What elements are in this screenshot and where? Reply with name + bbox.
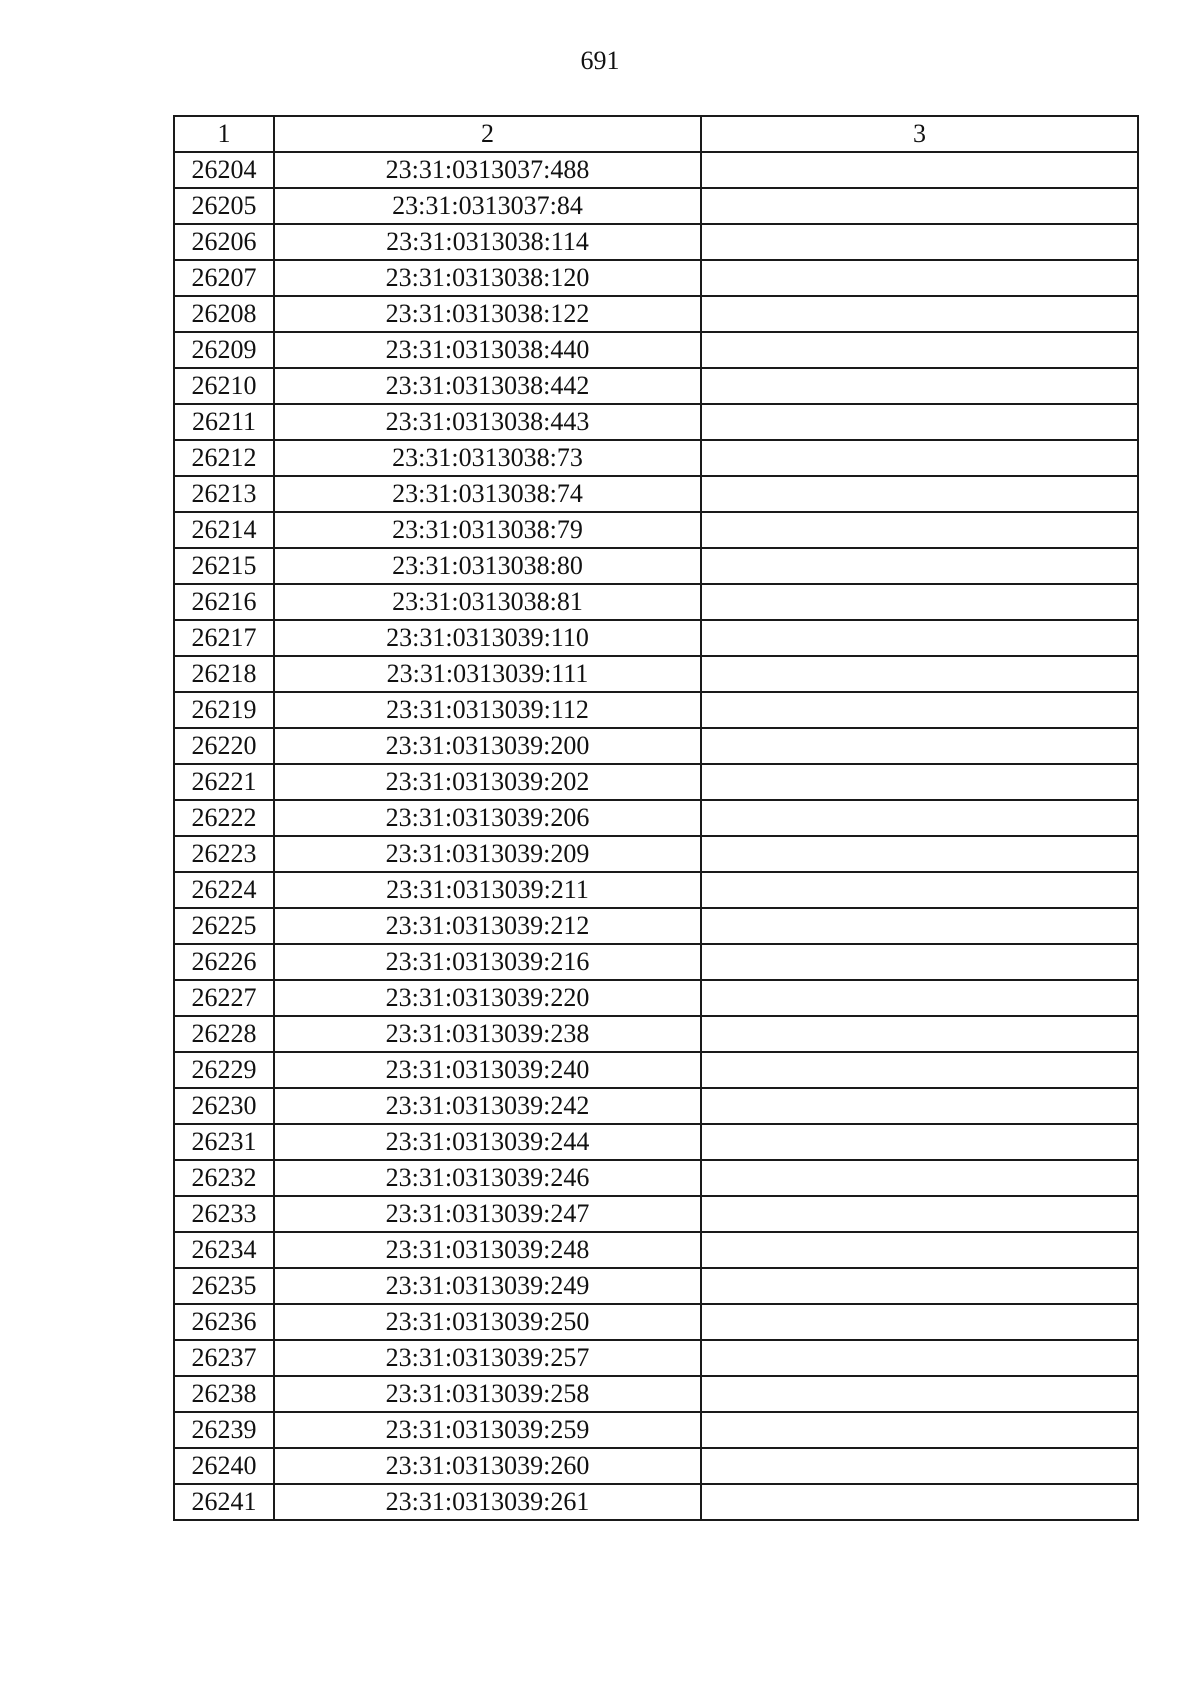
cadastral-number-cell: 23:31:0313039:209 — [274, 836, 701, 872]
note-cell — [701, 1376, 1138, 1412]
table-header-row — [174, 116, 1138, 152]
note-cell — [701, 332, 1138, 368]
note-cell — [701, 1124, 1138, 1160]
cadastral-number-cell: 23:31:0313038:79 — [274, 512, 701, 548]
cadastral-number-cell: 23:31:0313038:440 — [274, 332, 701, 368]
cadastral-number-cell: 23:31:0313039:212 — [274, 908, 701, 944]
row-number-cell: 26205 — [174, 188, 274, 224]
table-row — [174, 1412, 1138, 1448]
note-cell — [701, 944, 1138, 980]
cadastral-number-cell: 23:31:0313038:120 — [274, 260, 701, 296]
note-cell — [701, 1412, 1138, 1448]
cadastral-number-cell: 23:31:0313039:246 — [274, 1160, 701, 1196]
table-row — [174, 152, 1138, 188]
row-number-cell: 26211 — [174, 404, 274, 440]
cadastral-number-cell: 23:31:0313038:81 — [274, 584, 701, 620]
row-number-cell: 26236 — [174, 1304, 274, 1340]
table-row — [174, 1160, 1138, 1196]
cadastral-number-cell: 23:31:0313039:206 — [274, 800, 701, 836]
table-row — [174, 188, 1138, 224]
table-row — [174, 1052, 1138, 1088]
table-row — [174, 512, 1138, 548]
table-row — [174, 1232, 1138, 1268]
cadastral-number-cell: 23:31:0313039:259 — [274, 1412, 701, 1448]
note-cell — [701, 1448, 1138, 1484]
note-cell — [701, 980, 1138, 1016]
cadastral-number-cell: 23:31:0313039:112 — [274, 692, 701, 728]
row-number-cell: 26228 — [174, 1016, 274, 1052]
row-number-cell: 26241 — [174, 1484, 274, 1520]
row-number-cell: 26237 — [174, 1340, 274, 1376]
table-row — [174, 332, 1138, 368]
row-number-cell: 26230 — [174, 1088, 274, 1124]
note-cell — [701, 1088, 1138, 1124]
row-number-cell: 26216 — [174, 584, 274, 620]
table-row — [174, 440, 1138, 476]
note-cell — [701, 800, 1138, 836]
row-number-cell: 26232 — [174, 1160, 274, 1196]
note-cell — [701, 1304, 1138, 1340]
cadastral-number-cell: 23:31:0313039:258 — [274, 1376, 701, 1412]
cadastral-number-cell: 23:31:0313039:211 — [274, 872, 701, 908]
cadastral-number-cell: 23:31:0313039:220 — [274, 980, 701, 1016]
table-row — [174, 1304, 1138, 1340]
column-header-2: 2 — [274, 116, 701, 152]
row-number-cell: 26214 — [174, 512, 274, 548]
row-number-cell: 26209 — [174, 332, 274, 368]
note-cell — [701, 152, 1138, 188]
table-row — [174, 368, 1138, 404]
table-row — [174, 1376, 1138, 1412]
cadastral-number-cell: 23:31:0313039:249 — [274, 1268, 701, 1304]
table-row — [174, 224, 1138, 260]
note-cell — [701, 764, 1138, 800]
note-cell — [701, 692, 1138, 728]
cadastral-number-cell: 23:31:0313039:257 — [274, 1340, 701, 1376]
note-cell — [701, 1052, 1138, 1088]
table-row — [174, 800, 1138, 836]
table-row — [174, 260, 1138, 296]
row-number-cell: 26238 — [174, 1376, 274, 1412]
table-row — [174, 476, 1138, 512]
note-cell — [701, 1232, 1138, 1268]
cadastral-number-cell: 23:31:0313039:260 — [274, 1448, 701, 1484]
cadastral-number-cell: 23:31:0313038:114 — [274, 224, 701, 260]
table-row — [174, 692, 1138, 728]
table-row — [174, 908, 1138, 944]
row-number-cell: 26224 — [174, 872, 274, 908]
note-cell — [701, 872, 1138, 908]
cadastral-number-cell: 23:31:0313037:488 — [274, 152, 701, 188]
row-number-cell: 26227 — [174, 980, 274, 1016]
cadastral-number-cell: 23:31:0313039:240 — [274, 1052, 701, 1088]
table-row — [174, 1016, 1138, 1052]
row-number-cell: 26208 — [174, 296, 274, 332]
row-number-cell: 26225 — [174, 908, 274, 944]
cadastral-number-cell: 23:31:0313039:216 — [274, 944, 701, 980]
note-cell — [701, 296, 1138, 332]
cadastral-number-cell: 23:31:0313038:122 — [274, 296, 701, 332]
table-row — [174, 1268, 1138, 1304]
table-row — [174, 1484, 1138, 1520]
cadastral-number-cell: 23:31:0313039:250 — [274, 1304, 701, 1340]
table-row — [174, 548, 1138, 584]
row-number-cell: 26231 — [174, 1124, 274, 1160]
table-row — [174, 1088, 1138, 1124]
cadastral-number-cell: 23:31:0313039:248 — [274, 1232, 701, 1268]
cadastral-number-cell: 23:31:0313039:247 — [274, 1196, 701, 1232]
table-row — [174, 404, 1138, 440]
row-number-cell: 26233 — [174, 1196, 274, 1232]
table-row — [174, 836, 1138, 872]
note-cell — [701, 728, 1138, 764]
row-number-cell: 26221 — [174, 764, 274, 800]
row-number-cell: 26204 — [174, 152, 274, 188]
row-number-cell: 26226 — [174, 944, 274, 980]
cadastral-number-cell: 23:31:0313039:242 — [274, 1088, 701, 1124]
row-number-cell: 26223 — [174, 836, 274, 872]
column-header-3: 3 — [701, 116, 1138, 152]
row-number-cell: 26213 — [174, 476, 274, 512]
table-body — [174, 152, 1138, 1520]
row-number-cell: 26219 — [174, 692, 274, 728]
note-cell — [701, 1196, 1138, 1232]
table-row — [174, 620, 1138, 656]
table-row — [174, 1196, 1138, 1232]
note-cell — [701, 656, 1138, 692]
cadastral-number-cell: 23:31:0313038:442 — [274, 368, 701, 404]
row-number-cell: 26210 — [174, 368, 274, 404]
note-cell — [701, 476, 1138, 512]
note-cell — [701, 1160, 1138, 1196]
note-cell — [701, 1268, 1138, 1304]
cadastral-number-cell: 23:31:0313039:202 — [274, 764, 701, 800]
note-cell — [701, 1016, 1138, 1052]
table-row — [174, 944, 1138, 980]
table-row — [174, 1448, 1138, 1484]
cadastral-number-cell: 23:31:0313039:111 — [274, 656, 701, 692]
note-cell — [701, 368, 1138, 404]
table-row — [174, 584, 1138, 620]
table-row — [174, 1124, 1138, 1160]
row-number-cell: 26207 — [174, 260, 274, 296]
table-row — [174, 656, 1138, 692]
row-number-cell: 26206 — [174, 224, 274, 260]
row-number-cell: 26235 — [174, 1268, 274, 1304]
table-row — [174, 980, 1138, 1016]
note-cell — [701, 188, 1138, 224]
row-number-cell: 26222 — [174, 800, 274, 836]
row-number-cell: 26229 — [174, 1052, 274, 1088]
note-cell — [701, 404, 1138, 440]
note-cell — [701, 224, 1138, 260]
cadastral-number-cell: 23:31:0313038:443 — [274, 404, 701, 440]
note-cell — [701, 512, 1138, 548]
row-number-cell: 26217 — [174, 620, 274, 656]
cadastral-number-cell: 23:31:0313039:261 — [274, 1484, 701, 1520]
row-number-cell: 26234 — [174, 1232, 274, 1268]
row-number-cell: 26220 — [174, 728, 274, 764]
cadastral-table — [173, 115, 1139, 1521]
table-row — [174, 764, 1138, 800]
cadastral-number-cell: 23:31:0313039:200 — [274, 728, 701, 764]
row-number-cell: 26240 — [174, 1448, 274, 1484]
page-number: 691 — [580, 46, 620, 75]
note-cell — [701, 1340, 1138, 1376]
row-number-cell: 26215 — [174, 548, 274, 584]
cadastral-number-cell: 23:31:0313039:238 — [274, 1016, 701, 1052]
table-row — [174, 872, 1138, 908]
note-cell — [701, 620, 1138, 656]
cadastral-number-cell: 23:31:0313038:74 — [274, 476, 701, 512]
table-row — [174, 1340, 1138, 1376]
note-cell — [701, 584, 1138, 620]
note-cell — [701, 440, 1138, 476]
note-cell — [701, 548, 1138, 584]
note-cell — [701, 836, 1138, 872]
note-cell — [701, 260, 1138, 296]
row-number-cell: 26239 — [174, 1412, 274, 1448]
cadastral-number-cell: 23:31:0313039:244 — [274, 1124, 701, 1160]
cadastral-number-cell: 23:31:0313038:73 — [274, 440, 701, 476]
note-cell — [701, 1484, 1138, 1520]
table-row — [174, 296, 1138, 332]
row-number-cell: 26212 — [174, 440, 274, 476]
cadastral-number-cell: 23:31:0313037:84 — [274, 188, 701, 224]
cadastral-number-cell: 23:31:0313039:110 — [274, 620, 701, 656]
cadastral-number-cell: 23:31:0313038:80 — [274, 548, 701, 584]
row-number-cell: 26218 — [174, 656, 274, 692]
table-row — [174, 728, 1138, 764]
note-cell — [701, 908, 1138, 944]
column-header-1: 1 — [174, 116, 274, 152]
